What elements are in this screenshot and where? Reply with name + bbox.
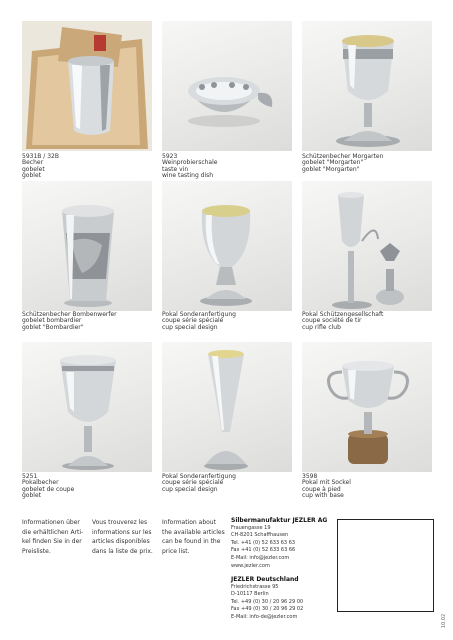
product-photo-cup-rifle-club	[302, 181, 432, 311]
product-photo-wine-tasting-dish	[162, 21, 292, 151]
caption-product-8: Pokal Sonderanfertigung coupe série spéciale cup special design	[162, 473, 236, 493]
product-photo-cup-special-design	[162, 181, 292, 311]
product-photo-cup-with-base	[302, 342, 432, 472]
product-photo-beaker-in-box	[22, 21, 152, 151]
company-name-de: JEZLER Deutschland	[231, 576, 299, 583]
info-text-de: Informationen über die erhältlichen Arti- kel finden Sie in der Preisliste.	[22, 519, 84, 555]
caption-product-5: Pokal Sonderanfertigung coupe série spéciale cup special design	[162, 311, 236, 331]
website-link[interactable]: www.jezler.com	[231, 562, 270, 569]
contact-germany: JEZLER Deutschland Friedrichstrasse 95 D-10117 Berlin Tel. +49 (0) 30 / 20 96 29 00 Fax +49 (0) 30 / 20 96 29 02 E-Mail: info-de@jezler.com	[231, 576, 341, 622]
product-photo-tall-special-cup	[162, 342, 292, 472]
caption-product-7: 5251 Pokalbecher gobelet de coupe goblet	[22, 473, 75, 499]
caption-product-3: Schützenbecher Morgarten gobelet "Morgarten" goblet "Morgarten"	[302, 153, 384, 173]
product-photo-goblet-morgarten	[302, 21, 432, 151]
email-link-ch[interactable]: E-Mail: info@jezler.com	[231, 554, 290, 561]
caption-product-1: 5931B / 32B Becher gobelet goblet	[22, 153, 59, 179]
email-link-de[interactable]: E-Mail: info-de@jezler.com	[231, 613, 298, 620]
product-photo-goblet-bombardier	[22, 181, 152, 311]
caption-product-2: 5923 Weinprobierschale taste vin wine tasting dish	[162, 153, 218, 179]
page-code: 10.02	[441, 613, 448, 629]
caption-product-6: Pokal Schützengesellschaft coupe société de tir cup rifle club	[302, 311, 384, 331]
caption-product-9: 3598 Pokal mit Sockel coupe à pied cup with base	[302, 473, 351, 499]
info-text-en: Information about the available articles can be found in the price list.	[162, 519, 225, 555]
caption-product-4: Schützenbecher Bombenwerfer gobelet bombardier goblet "Bombardier"	[22, 311, 117, 331]
info-text-fr: Vous trouverez les informations sur les articles disponibles dans la liste de prix.	[92, 519, 153, 555]
dealer-stamp-box	[337, 519, 434, 612]
contact-switzerland: Silbermanufaktur JEZLER AG Frauengasse 19 CH-8201 Schaffhausen Tel. +41 (0) 52 633 63 63 Fax +41 (0) 52 633 63 66 E-Mail: info@jezler.com www.jezler.com	[231, 517, 341, 570]
product-photo-goblet-cup	[22, 342, 152, 472]
company-name-ch: Silbermanufaktur JEZLER AG	[231, 517, 328, 524]
